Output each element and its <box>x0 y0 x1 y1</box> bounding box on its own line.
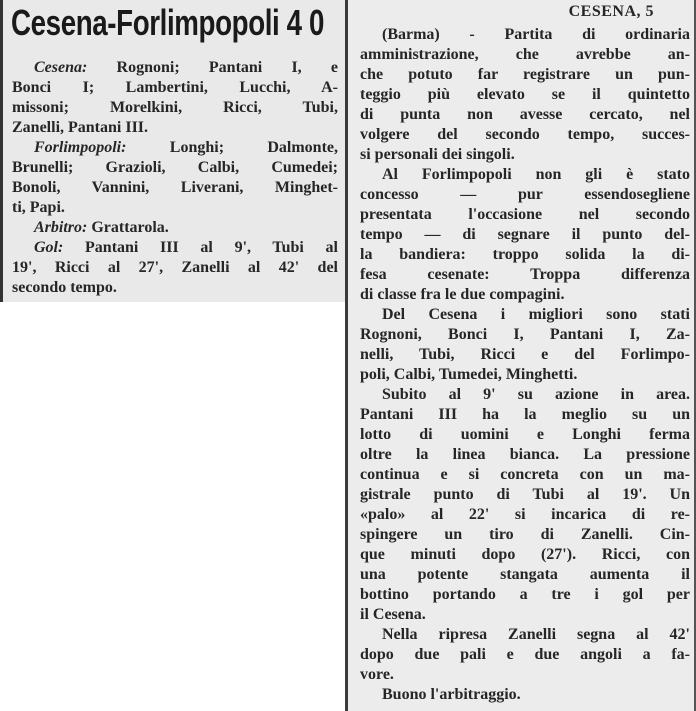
text-line <box>12 158 338 178</box>
text-line <box>360 25 690 45</box>
text-line <box>360 585 690 605</box>
text-line <box>12 138 338 158</box>
line-text: concesso — pur essendosegliene <box>360 186 690 203</box>
line-text: una potente stangata aumenta il <box>360 566 690 583</box>
match-report-column <box>348 0 696 711</box>
text-line <box>360 465 690 485</box>
text-line <box>360 185 690 205</box>
match-summary-column <box>0 0 345 302</box>
text-line <box>360 165 690 185</box>
line-text: che potuto far registrare un pun- <box>360 66 690 83</box>
text-line <box>360 85 690 105</box>
text-line <box>360 105 690 125</box>
section-label: Forlimpopoli: <box>34 139 127 156</box>
line-text: fesa cesenate: Troppa differenza <box>360 266 690 283</box>
lineups-text <box>12 58 338 298</box>
text-line <box>360 605 690 625</box>
text-line <box>360 125 690 145</box>
line-text: continua e si concreta con un ma- <box>360 466 690 483</box>
text-line <box>360 265 690 285</box>
text-line <box>12 238 338 258</box>
text-line <box>360 565 690 585</box>
line-text: Rognoni, Bonci I, Pantani I, Za- <box>360 326 690 343</box>
section-label: Gol: <box>34 239 64 256</box>
section-label: Arbitro: <box>34 219 88 236</box>
line-text: si personali dei singoli. <box>360 146 515 163</box>
text-line <box>360 285 690 305</box>
line-text: 19', Ricci al 27', Zanelli al 42' del <box>12 259 338 276</box>
line-text: Bonci I; Lambertini, Lucchi, A- <box>12 79 338 96</box>
line-text: (Barma) - Partita di ordinaria <box>382 26 690 43</box>
text-line <box>12 98 338 118</box>
line-text: Buono l'arbitraggio. <box>382 686 521 703</box>
text-line <box>360 505 690 525</box>
line-text: poli, Calbi, Tumedei, Minghetti. <box>360 366 578 383</box>
text-line <box>360 225 690 245</box>
headline: Cesena-Forlimpopoli 4 0 <box>11 2 325 43</box>
line-text: Brunelli; Grazioli, Calbi, Cumedei; <box>12 159 338 176</box>
text-line <box>12 58 338 78</box>
text-line <box>360 345 690 365</box>
text-line <box>360 245 690 265</box>
text-line <box>360 45 690 65</box>
text-line <box>360 665 690 685</box>
line-text: Longhi; Dalmonte, <box>126 139 338 156</box>
line-text: la bandiera: troppo solida la di- <box>360 246 690 263</box>
line-text: Nella ripresa Zanelli segna al 42' <box>382 626 690 643</box>
line-text: ti, Papi. <box>12 199 65 216</box>
line-text: Del Cesena i migliori sono stati <box>382 306 690 323</box>
line-text: di classe fra le due compagini. <box>360 286 565 303</box>
text-line <box>360 205 690 225</box>
text-line <box>360 145 690 165</box>
line-text: «palo» al 22' si incarica di re- <box>360 506 690 523</box>
text-line <box>360 305 690 325</box>
line-text: Pantani III ha la meglio su un <box>360 406 690 423</box>
line-text: volgere del secondo tempo, succes- <box>360 126 690 143</box>
line-text: nelli, Tubi, Ricci e del Forlimpo- <box>360 346 690 363</box>
text-line <box>12 278 338 298</box>
text-line <box>12 178 338 198</box>
section-label: Cesena: <box>34 59 88 76</box>
line-text: que minuti dopo (27'). Ricci, con <box>360 546 690 563</box>
text-line <box>12 258 338 278</box>
dateline: CESENA, 5 <box>568 3 654 20</box>
text-line <box>360 525 690 545</box>
text-line <box>360 445 690 465</box>
line-text: Bonoli, Vannini, Liverani, Minghet- <box>12 179 338 196</box>
text-line <box>360 385 690 405</box>
text-line <box>12 118 338 138</box>
line-text: vore. <box>360 666 394 683</box>
text-line <box>12 78 338 98</box>
line-text: teggio più elevato se il quintetto <box>360 86 690 103</box>
text-line <box>360 645 690 665</box>
text-line <box>360 425 690 445</box>
line-text: tempo — di segnare il punto del- <box>360 226 690 243</box>
line-text: Zanelli, Pantani III. <box>12 119 149 136</box>
text-line <box>12 198 338 218</box>
text-line <box>360 405 690 425</box>
line-text: Grattarola. <box>87 219 169 236</box>
line-text: oltre la linea bianca. La pressione <box>360 446 690 463</box>
text-line <box>360 625 690 645</box>
line-text: bottino portando a tre i gol per <box>360 586 690 603</box>
line-text: dopo due pali e due angoli a fa- <box>360 646 690 663</box>
line-text: Pantani III al 9', Tubi al <box>63 239 338 256</box>
line-text: Al Forlimpopoli non gli è stato <box>382 166 690 183</box>
text-line <box>360 325 690 345</box>
text-line <box>12 218 338 238</box>
line-text: missoni; Morelkini, Ricci, Tubi, <box>12 99 338 116</box>
line-text: Rognoni; Pantani I, e <box>87 59 338 76</box>
text-line <box>360 545 690 565</box>
line-text: spingere un tiro di Zanelli. Cin- <box>360 526 690 543</box>
line-text: il Cesena. <box>360 606 426 623</box>
text-line <box>360 685 690 705</box>
line-text: gistrale punto di Tubi al 19'. Un <box>360 486 690 503</box>
text-line <box>360 65 690 85</box>
report-text <box>360 25 690 705</box>
line-text: secondo tempo. <box>12 279 117 296</box>
line-text: presentata l'occasione nel secondo <box>360 206 690 223</box>
text-line <box>360 485 690 505</box>
text-line <box>360 365 690 385</box>
line-text: lotto di uomini e Longhi ferma <box>360 426 690 443</box>
line-text: di punta non avesse cercato, nel <box>360 106 690 123</box>
line-text: amministrazione, che avrebbe an- <box>360 46 690 63</box>
line-text: Subito al 9' su azione in area. <box>382 386 690 403</box>
